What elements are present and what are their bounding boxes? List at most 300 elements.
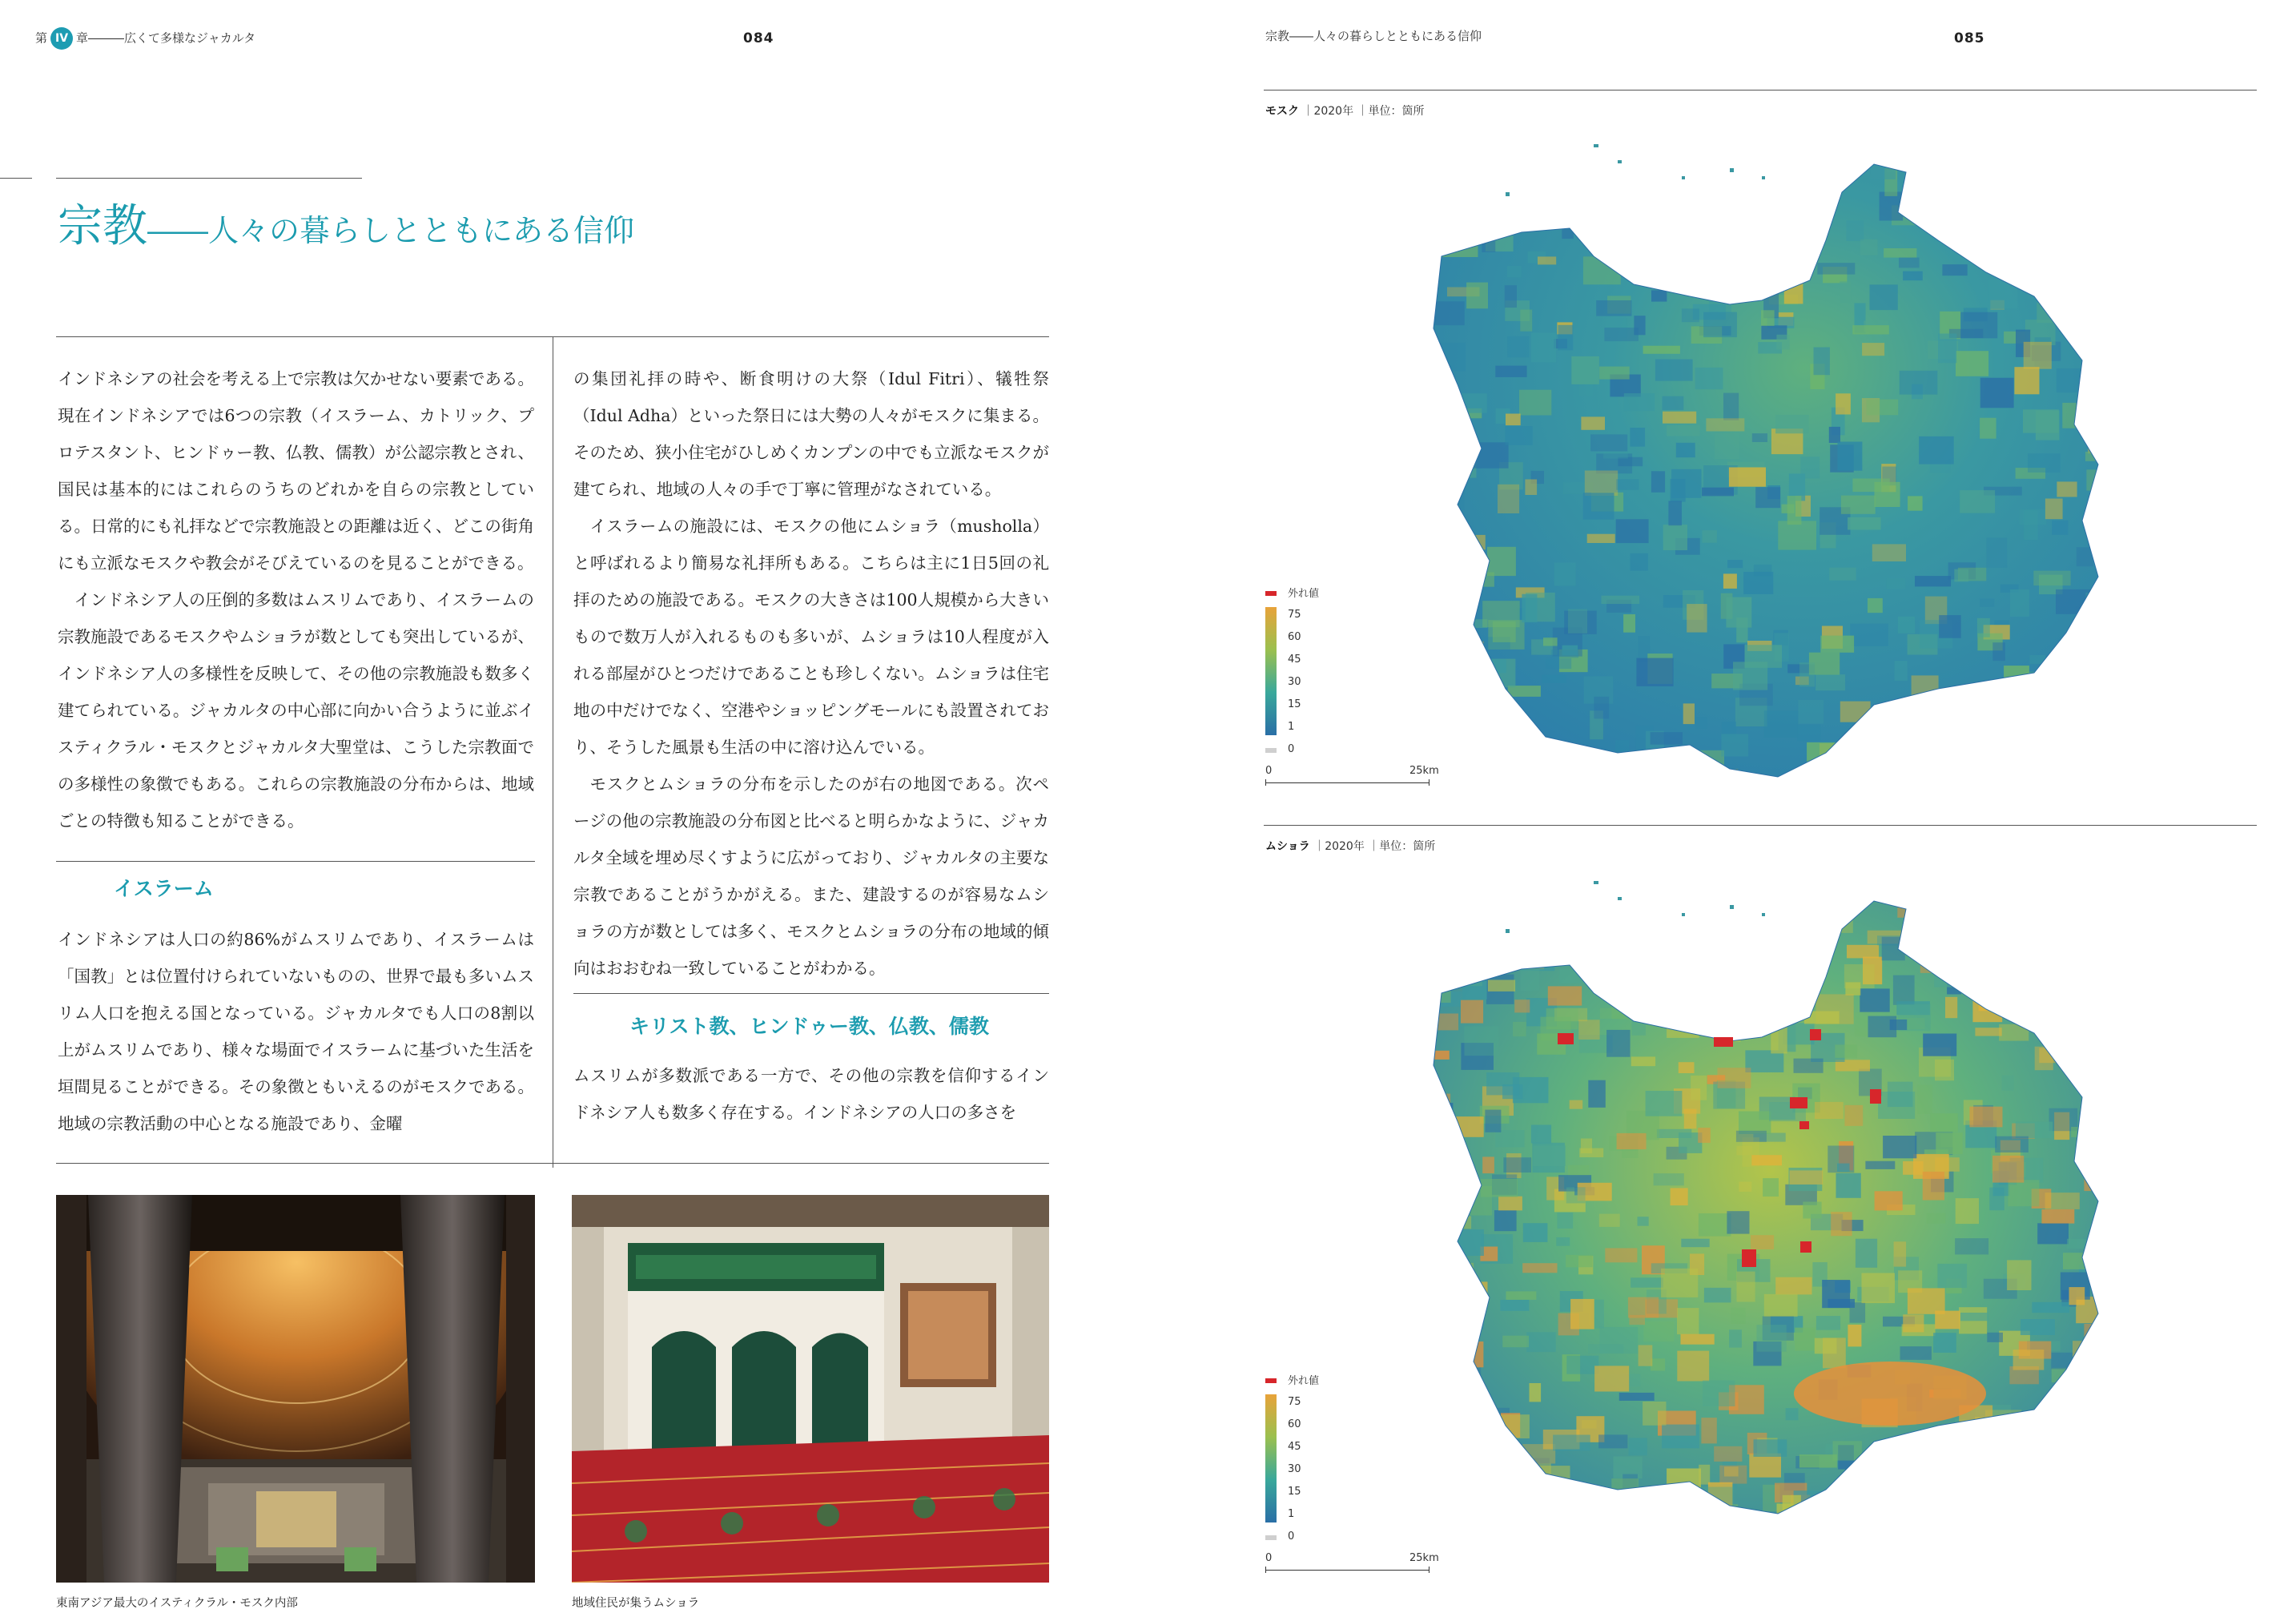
- map-district-cell: [1836, 393, 1851, 414]
- map-district-cell: [2079, 292, 2105, 301]
- map-district-cell: [1815, 1338, 1837, 1354]
- map1-islands: [1506, 144, 1765, 196]
- map-district-cell: [1614, 778, 1638, 785]
- map-district-cell: [2002, 1076, 2014, 1091]
- map-district-cell: [2043, 991, 2067, 1018]
- map-district-cell: [2071, 1127, 2101, 1137]
- map-district-cell: [1579, 187, 1595, 205]
- map-district-cell: [1964, 1507, 1990, 1522]
- map-district-cell: [1893, 975, 1915, 1005]
- map-district-cell: [2001, 1492, 2033, 1516]
- map-district-cell: [1902, 756, 1921, 770]
- map-district-cell: [1917, 1085, 1932, 1114]
- map-district-cell: [1704, 288, 1740, 298]
- map-district-cell: [1743, 183, 1779, 202]
- map-district-cell: [1743, 1000, 1771, 1023]
- map-district-cell: [1599, 367, 1630, 380]
- map-district-cell: [1486, 179, 1518, 207]
- map-district-cell: [1775, 980, 1795, 1006]
- map2-islands: [1506, 881, 1765, 933]
- map-district-cell: [1569, 1517, 1601, 1522]
- map-district-cell: [1683, 703, 1695, 724]
- map-musholla-choropleth: [1425, 881, 2114, 1522]
- map-district-cell: [1726, 597, 1751, 628]
- intro-paragraph-2: インドネシア人の圧倒的多数はムスリムであり、イスラームの宗教施設であるモスクやムショラが数としても突出しているが、インドネシア人の多様性を反映して、その他の宗教施設も数多く建てられている。ジャカルタの中心部に向かい合うように並ぶイスティクラル・モスクとジャカルタ大聖堂は、こうした宗教面での多様性の象徴でもある。これらの宗教施設の分布からは、地域ごとの特徴も知ることができる。: [58, 590, 534, 831]
- map-district-cell: [2093, 1244, 2114, 1257]
- map-district-cell: [1691, 1076, 1707, 1100]
- map-district-cell: [1498, 1197, 1522, 1211]
- map-district-cell: [2011, 995, 2031, 1021]
- map-district-cell: [1678, 949, 1703, 969]
- map-district-cell: [1663, 396, 1684, 410]
- map-district-cell: [1732, 255, 1760, 268]
- map-district-cell: [1447, 217, 1472, 239]
- map-district-cell: [1978, 746, 1993, 755]
- map-district-cell: [2023, 409, 2059, 432]
- map-district-cell: [1454, 1521, 1473, 1522]
- map-district-cell: [1729, 1329, 1742, 1347]
- map-district-cell: [1972, 155, 1996, 179]
- map-district-cell: [1996, 915, 2021, 931]
- map-district-cell: [1944, 227, 1958, 239]
- map-district-cell: [1972, 992, 2002, 1023]
- map-district-cell: [1831, 1212, 1852, 1236]
- map-district-cell: [1887, 578, 1906, 589]
- map-district-cell: [1583, 493, 1614, 520]
- map-district-cell: [1427, 1014, 1458, 1031]
- map-district-cell: [1879, 704, 1900, 721]
- map-district-cell: [2008, 1180, 2039, 1206]
- map-district-cell: [1486, 1072, 1519, 1095]
- map-district-cell: [1458, 1479, 1481, 1503]
- map-district-cell: [1686, 1016, 1720, 1025]
- map-district-cell: [2103, 970, 2114, 999]
- map-district-cell: [1906, 921, 1920, 946]
- map-district-cell: [1795, 923, 1809, 945]
- map-district-cell: [1535, 1488, 1566, 1518]
- map-district-cell: [1458, 1422, 1485, 1443]
- map-district-cell: [2101, 989, 2114, 1007]
- map-district-cell: [1719, 1003, 1744, 1018]
- map-district-cell: [1439, 343, 1466, 372]
- map-district-cell: [2101, 476, 2113, 485]
- map-district-cell: [1500, 1300, 1529, 1311]
- map-district-cell: [1505, 285, 1517, 308]
- map-district-cell: [1699, 1213, 1731, 1237]
- map-district-cell: [1739, 891, 1763, 913]
- map-district-cell: [2036, 175, 2066, 183]
- map-district-cell: [1960, 239, 1989, 264]
- map-district-cell: [1884, 248, 1916, 258]
- map-district-cell: [1553, 1435, 1590, 1451]
- map-district-cell: [1511, 946, 1544, 969]
- mosque-dome-illustration: [56, 1195, 535, 1583]
- map-district-cell: [1506, 414, 1521, 426]
- map-district-cell: [2113, 1309, 2114, 1326]
- map-district-cell: [1919, 436, 1954, 465]
- map-district-cell: [2094, 1399, 2114, 1407]
- map-district-cell: [2069, 146, 2105, 163]
- map-district-cell: [1994, 188, 2032, 198]
- map-district-cell: [2066, 291, 2104, 316]
- map-district-cell: [1584, 149, 1604, 167]
- musholla-illustration: [572, 1195, 1049, 1583]
- map-district-cell: [1847, 220, 1864, 241]
- map-district-cell: [1701, 1418, 1716, 1443]
- map-district-cell: [2053, 1471, 2065, 1483]
- map-district-cell: [1729, 468, 1766, 487]
- map-district-cell: [1970, 231, 1988, 246]
- map-district-cell: [1908, 1288, 1945, 1313]
- map-district-cell: [1554, 563, 1576, 586]
- map-district-cell: [2084, 1171, 2111, 1192]
- map-district-cell: [2084, 265, 2098, 283]
- map-district-cell: [1771, 1024, 1787, 1053]
- map-district-cell: [2031, 1005, 2053, 1024]
- map-district-cell: [2055, 1449, 2069, 1459]
- map-district-cell: [2113, 1312, 2114, 1342]
- map-district-cell: [1681, 1334, 1715, 1345]
- map-district-cell: [2052, 1481, 2077, 1509]
- map-district-cell: [1860, 239, 1878, 255]
- map-district-cell: [1914, 1436, 1926, 1454]
- map-district-cell: [1485, 1110, 1501, 1132]
- column-2-body: [573, 360, 1049, 987]
- title-top-rule-long: [56, 178, 362, 179]
- map-district-cell: [1490, 751, 1502, 761]
- map-district-cell: [1623, 614, 1635, 633]
- map-district-cell: [1875, 1191, 1903, 1210]
- map-district-cell: [1865, 1161, 1895, 1169]
- map-district-cell: [2095, 1166, 2110, 1189]
- map-district-cell: [1879, 1499, 1895, 1518]
- map-district-cell: [1562, 213, 1573, 239]
- map-district-cell: [1702, 530, 1717, 543]
- map-district-cell: [1930, 1113, 1958, 1132]
- map-district-cell: [1454, 171, 1470, 191]
- map-district-cell: [1604, 215, 1620, 237]
- map-district-cell: [1663, 525, 1687, 550]
- map-district-cell: [1435, 623, 1451, 631]
- map-district-cell: [1643, 346, 1680, 354]
- map-district-cell: [1736, 1146, 1751, 1156]
- map-district-cell: [2010, 589, 2029, 617]
- map-district-cell: [1640, 976, 1672, 996]
- map-district-cell: [1782, 922, 1808, 938]
- map-district-cell: [1987, 1333, 2003, 1342]
- map-district-cell: [1588, 1344, 1623, 1354]
- map-district-cell: [2089, 211, 2114, 232]
- map-district-cell: [2106, 649, 2114, 665]
- map-district-cell: [2051, 1353, 2073, 1370]
- map-district-cell: [1566, 1356, 1598, 1374]
- map-district-cell: [1715, 433, 1739, 459]
- map-district-cell: [1677, 1351, 1709, 1382]
- map-district-cell: [1546, 1511, 1563, 1522]
- map-district-cell: [1597, 955, 1612, 975]
- map-district-cell: [1570, 1299, 1594, 1329]
- map-district-cell: [1526, 1332, 1556, 1352]
- map-district-cell: [1465, 931, 1494, 958]
- map-district-cell: [2012, 163, 2026, 187]
- map-district-cell: [1539, 179, 1565, 197]
- map-district-cell: [1578, 1020, 1599, 1040]
- map-district-cell: [1836, 1173, 1861, 1198]
- map-district-cell: [1605, 1248, 1637, 1262]
- map-district-cell: [2057, 887, 2079, 902]
- map-district-cell: [1723, 393, 1739, 420]
- map-district-cell: [1546, 658, 1572, 669]
- map-district-cell: [1862, 1273, 1896, 1304]
- map1-year: 2020年: [1313, 105, 1354, 118]
- map-district-cell: [1617, 1133, 1647, 1149]
- map-district-cell: [1699, 268, 1735, 298]
- map-district-cell: [1667, 425, 1699, 436]
- map-district-cell: [1955, 1238, 1988, 1254]
- map-district-cell: [1764, 1294, 1798, 1317]
- map-district-cell: [1704, 1288, 1731, 1303]
- map-district-cell: [1832, 147, 1855, 161]
- map-district-cell: [2098, 774, 2112, 785]
- map-district-cell: [1940, 701, 1955, 709]
- map-district-cell: [1651, 471, 1665, 493]
- map-district-cell: [2027, 881, 2059, 901]
- map-district-cell: [2017, 765, 2035, 785]
- map-district-cell: [1520, 1478, 1536, 1507]
- col2-paragraph-2: イスラームの施設には、モスクの他にムショラ（musholla）と呼ばれるより簡易な礼拝所もある。こちらは主に1日5回の礼拝のための施設である。モスクの大きさは100人規模から大きいもので数万人が入れるものも多いが、ムショラは10人程度が入れる部屋がひとつだけであることも珍しくない。ムショラは住宅地の中だけでなく、空港やショッピングモールにも設置されており、そうした風景も生活の中に溶け込んでいる。: [573, 517, 1049, 757]
- map-district-cell: [1952, 939, 1971, 950]
- map-district-cell: [1459, 230, 1484, 243]
- map-district-cell: [2051, 948, 2066, 963]
- map-district-cell: [1739, 931, 1773, 943]
- map-district-cell: [1638, 1217, 1649, 1226]
- map-district-cell: [1488, 980, 1515, 992]
- map-district-cell: [1703, 214, 1731, 223]
- column-2-other: [573, 1057, 1049, 1131]
- map-district-cell: [1727, 1211, 1749, 1233]
- map-district-cell: [1956, 1198, 1979, 1224]
- map-district-cell: [1613, 259, 1640, 269]
- map-district-cell: [1940, 1134, 1954, 1147]
- map-district-cell: [2045, 1193, 2080, 1209]
- map-district-cell: [1519, 390, 1551, 416]
- map-district-cell: [1733, 662, 1767, 690]
- map-district-cell: [1463, 1441, 1490, 1466]
- map-district-cell: [1606, 1030, 1631, 1057]
- map-district-cell: [1495, 1130, 1524, 1147]
- scale2-start: 0: [1265, 1552, 1273, 1564]
- map-district-cell: [1751, 1155, 1782, 1165]
- map-district-cell: [1425, 938, 1450, 963]
- map-district-cell: [1628, 1297, 1659, 1318]
- map1-unit: 単位：箇所: [1368, 105, 1425, 118]
- map-district-cell: [1507, 266, 1522, 277]
- map-district-cell: [1934, 974, 1960, 987]
- map-district-cell: [1848, 1325, 1861, 1347]
- map-district-cell: [2030, 655, 2046, 664]
- map-district-cell: [1566, 1255, 1593, 1267]
- map-district-cell: [2099, 1443, 2114, 1469]
- map-district-cell: [1665, 156, 1680, 181]
- map-district-cell: [1745, 1050, 1783, 1072]
- map-district-cell: [1714, 151, 1735, 161]
- map-district-cell: [1618, 973, 1635, 982]
- map-district-cell: [1587, 534, 1615, 543]
- map-district-cell: [1482, 1461, 1494, 1473]
- map-district-cell: [1429, 1424, 1467, 1446]
- map1-name: モスク: [1265, 105, 1299, 118]
- map-district-cell: [1687, 202, 1701, 220]
- map-district-cell: [2099, 983, 2114, 997]
- map-district-cell: [1589, 957, 1603, 977]
- map-district-cell: [1606, 972, 1635, 997]
- map-district-cell: [1840, 702, 1871, 722]
- map-district-cell: [1918, 198, 1932, 214]
- map-district-cell: [1829, 568, 1856, 581]
- map-district-cell: [1599, 1214, 1620, 1227]
- map-district-cell: [1542, 675, 1566, 683]
- map-district-cell: [1900, 1346, 1932, 1360]
- map-district-cell: [1980, 599, 1994, 607]
- map-district-cell: [1452, 1458, 1475, 1488]
- map-district-cell: [1449, 489, 1464, 510]
- legend1-outlier-swatch: [1265, 591, 1277, 596]
- map-district-cell: [2064, 992, 2077, 1017]
- scale2-tick-left: [1265, 1567, 1266, 1573]
- map-district-cell: [1799, 160, 1830, 191]
- map-district-cell: [1968, 1463, 1997, 1477]
- left-running-header: [35, 27, 255, 50]
- map-district-cell: [1743, 572, 1773, 594]
- map-district-cell: [1611, 1478, 1639, 1502]
- map-district-cell: [1482, 236, 1495, 252]
- scale2-end: 25km: [1409, 1552, 1439, 1564]
- map-district-cell: [2104, 1390, 2114, 1418]
- legend2-tick-1: 1: [1288, 1508, 1295, 1520]
- map-district-cell: [2078, 651, 2100, 667]
- map-district-cell: [1435, 163, 1450, 181]
- map-district-cell: [1520, 1463, 1551, 1494]
- map-district-cell: [1466, 283, 1488, 309]
- map-district-cell: [1581, 416, 1605, 429]
- other-paragraph-1: ムスリムが多数派である一方で、その他の宗教を信仰するインドネシア人も数多く存在する。インドネシアの人口の多さを: [573, 1066, 1049, 1122]
- map-district-cell: [1730, 971, 1746, 982]
- map-district-cell: [1855, 1012, 1868, 1036]
- map-district-cell: [1820, 636, 1854, 653]
- page-title: [58, 191, 634, 255]
- map-district-cell: [1679, 1062, 1695, 1073]
- map-district-cell: [1848, 517, 1880, 530]
- legend2-outlier-label: 外れ値: [1288, 1375, 1320, 1387]
- left-page-number: 084: [743, 30, 774, 46]
- map-district-cell: [1682, 963, 1707, 982]
- map-district-cell: [2027, 255, 2049, 275]
- map-district-cell: [1903, 272, 1923, 281]
- map-district-cell: [1799, 662, 1815, 686]
- map-district-cell: [2092, 1084, 2114, 1112]
- map-district-cell: [1714, 1446, 1742, 1462]
- map-district-cell: [2064, 184, 2097, 200]
- map-district-cell: [1703, 1381, 1735, 1407]
- map-district-cell: [2039, 1048, 2072, 1063]
- map-district-cell: [1663, 412, 1696, 424]
- map-district-cell: [1741, 147, 1752, 166]
- map-district-cell: [1641, 979, 1673, 991]
- map-district-cell: [1943, 1519, 1964, 1522]
- map2-unit: 単位：箇所: [1379, 840, 1436, 853]
- map-district-cell: [1787, 966, 1810, 977]
- map-district-cell: [1514, 1000, 1530, 1012]
- photo-2-caption: 地域住民が集うムショラ: [572, 1597, 700, 1610]
- map-district-cell: [1731, 1308, 1745, 1324]
- legend1-colorbar: [1265, 607, 1277, 735]
- title-dash: ――: [147, 213, 208, 248]
- map-district-cell: [1631, 1056, 1655, 1066]
- map-district-cell: [1570, 1100, 1583, 1109]
- map-district-cell: [1558, 325, 1573, 351]
- map-district-cell: [1481, 1179, 1518, 1197]
- map-district-cell: [1450, 1341, 1483, 1367]
- map-district-cell: [1988, 280, 2018, 309]
- map-district-cell: [2031, 1508, 2065, 1521]
- map-district-cell: [2014, 367, 2039, 394]
- map-district-cell: [1668, 501, 1682, 526]
- map-district-cell: [2053, 750, 2077, 759]
- map-district-cell: [2057, 481, 2077, 497]
- map-district-cell: [1667, 1008, 1699, 1038]
- map-district-cell: [1841, 496, 1876, 514]
- map-district-cell: [1482, 601, 1520, 627]
- map-district-cell: [1736, 1131, 1767, 1142]
- map-district-cell: [1721, 734, 1748, 757]
- map-district-cell: [1922, 726, 1960, 742]
- map-district-cell: [1711, 905, 1730, 935]
- map-district-cell: [1687, 1494, 1707, 1505]
- map-district-cell: [2096, 500, 2115, 509]
- map-district-cell: [1446, 505, 1459, 525]
- right-running-header: 宗教――人々の暮らしとともにある信仰: [1265, 29, 1482, 43]
- map2-scalebar: [1265, 1552, 1442, 1584]
- map-district-cell: [1522, 594, 1537, 623]
- map-district-cell: [2031, 1410, 2059, 1430]
- map-district-cell: [1698, 1128, 1711, 1143]
- map-district-cell: [1494, 1210, 1517, 1231]
- map-district-cell: [1557, 1213, 1573, 1229]
- map-district-cell: [1631, 553, 1648, 571]
- map-district-cell: [1543, 776, 1573, 786]
- map-district-cell: [2037, 1223, 2069, 1244]
- chapter-suffix: 章: [76, 30, 89, 46]
- chapter-number-badge: IV: [50, 27, 73, 50]
- map-district-cell: [1651, 290, 1667, 301]
- map1-scalebar: [1265, 765, 1442, 797]
- map-district-cell: [1956, 351, 1988, 376]
- map-district-cell: [1807, 203, 1822, 229]
- map-district-cell: [1506, 1291, 1537, 1300]
- map-district-cell: [1548, 986, 1582, 1005]
- map-district-cell: [2109, 418, 2114, 440]
- map-district-cell: [1439, 692, 1477, 710]
- column-1-intro: [58, 360, 534, 839]
- scale1-tick-left: [1265, 779, 1266, 786]
- map-district-cell: [2100, 557, 2114, 569]
- map-district-cell: [1450, 1479, 1472, 1489]
- map2-name: ムショラ: [1265, 840, 1310, 853]
- map-district-cell: [1739, 1112, 1771, 1135]
- map-district-cell: [1671, 897, 1699, 927]
- map-district-cell: [1471, 535, 1486, 549]
- map-district-cell: [1686, 239, 1710, 257]
